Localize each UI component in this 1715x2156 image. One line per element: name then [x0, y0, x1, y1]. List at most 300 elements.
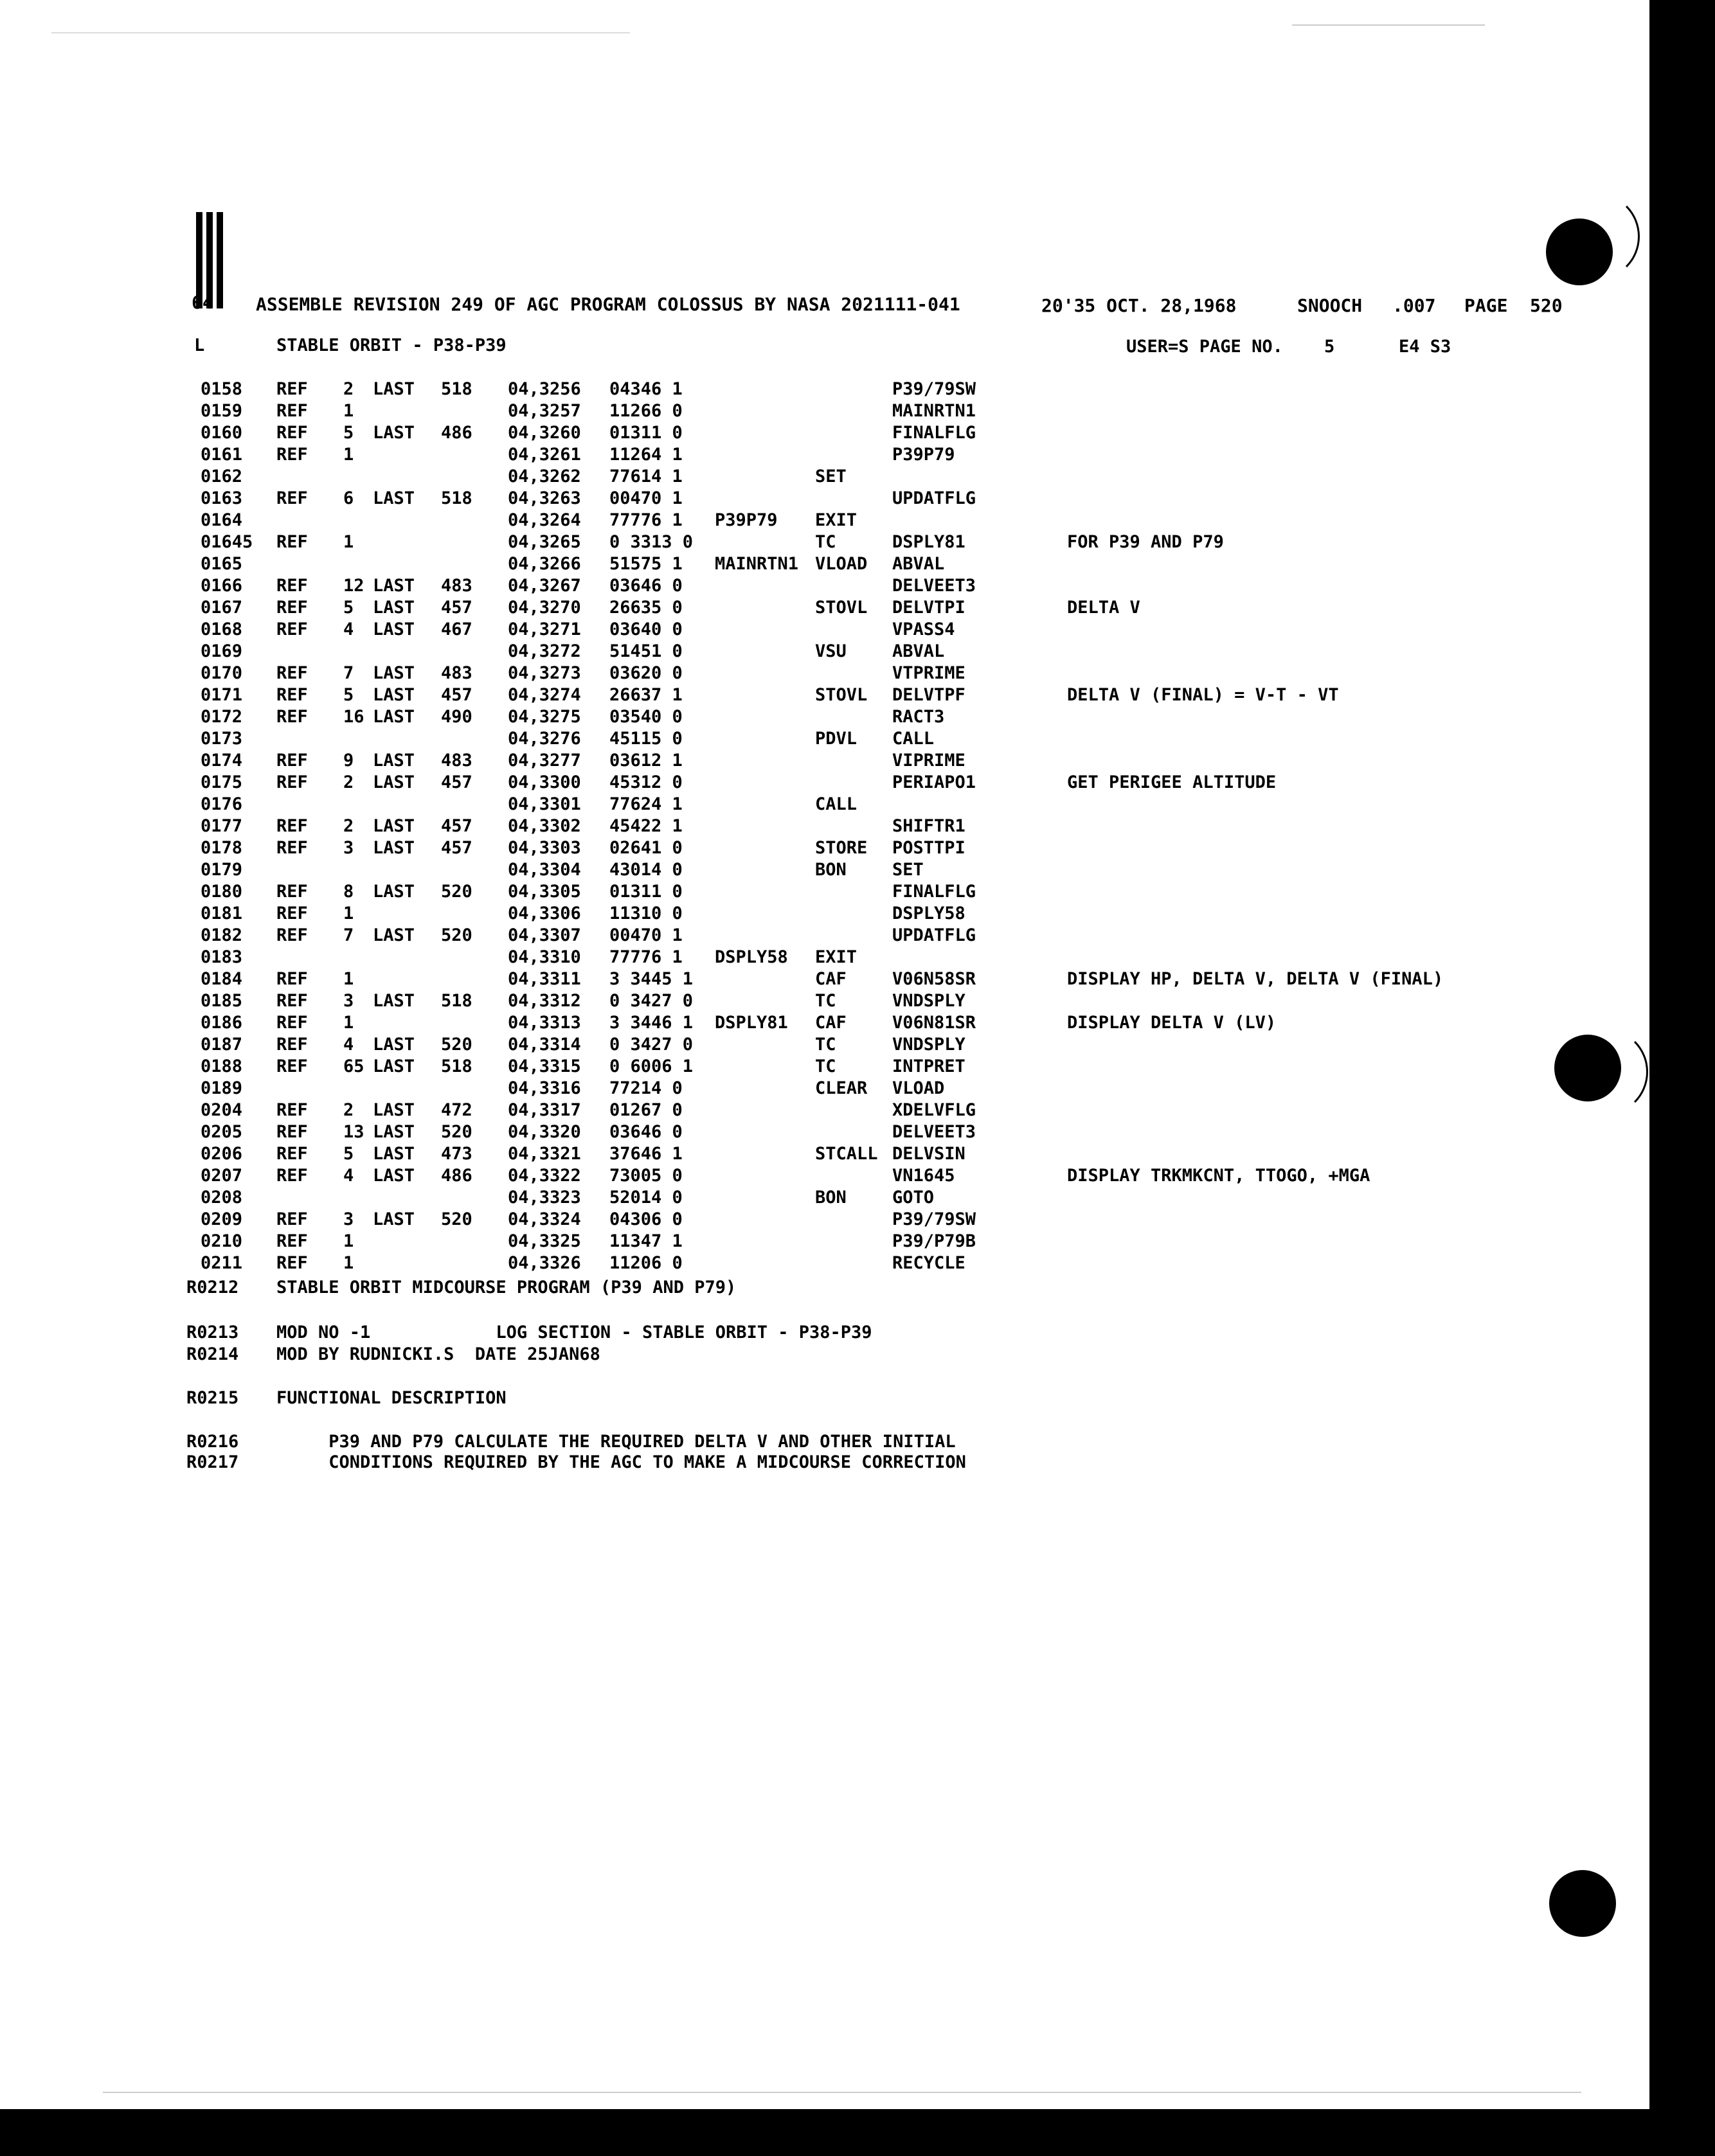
remark-id: R0214: [186, 1344, 239, 1364]
listing-row: [0, 1209, 1649, 1231]
operand: FINALFLG: [892, 423, 976, 443]
last-line: 486: [441, 423, 472, 443]
binder-hole-bottom: [1549, 1870, 1616, 1937]
octal-value: 11310 0: [609, 904, 683, 923]
operand: P39/79SW: [892, 379, 976, 399]
address: 04,3321: [508, 1144, 581, 1164]
last-line: 490: [441, 707, 472, 727]
address: 04,3307: [508, 925, 581, 945]
last-line: 483: [441, 751, 472, 771]
ref-keyword: REF: [276, 1013, 308, 1033]
sequence-number: 0171: [201, 685, 243, 705]
address: 04,3313: [508, 1013, 581, 1033]
listing-row: [0, 532, 1649, 554]
last-keyword: LAST: [373, 925, 415, 945]
address: 04,3276: [508, 729, 581, 749]
ref-count: 12: [343, 576, 364, 596]
operand: PERIAPO1: [892, 772, 976, 792]
sequence-number: 0204: [201, 1100, 243, 1120]
ref-keyword: REF: [276, 576, 308, 596]
ref-count: 65: [343, 1056, 364, 1076]
last-keyword: LAST: [373, 1056, 415, 1076]
address: 04,3264: [508, 510, 581, 530]
listing-row: [0, 772, 1649, 794]
listing-row: [0, 423, 1649, 445]
address: 04,3302: [508, 816, 581, 836]
operand: RECYCLE: [892, 1253, 965, 1273]
last-line: 457: [441, 598, 472, 618]
octal-value: 03540 0: [609, 707, 683, 727]
octal-value: 51575 1: [609, 554, 683, 574]
binder-hole-arc-top: [1552, 193, 1640, 280]
operand: DSPLY81: [892, 532, 965, 552]
last-keyword: LAST: [373, 488, 415, 508]
ref-keyword: REF: [276, 1122, 308, 1142]
user-page-label: USER=S PAGE NO.: [1126, 337, 1283, 357]
opcode: EXIT: [815, 947, 857, 967]
address: 04,3272: [508, 641, 581, 661]
ref-keyword: REF: [276, 882, 308, 902]
label: DSPLY58: [715, 947, 788, 967]
listing-row: [0, 1122, 1649, 1144]
comment: GET PERIGEE ALTITUDE: [1067, 772, 1277, 792]
assembly-timestamp: 20'35 OCT. 28,1968: [1041, 295, 1237, 316]
last-keyword: LAST: [373, 816, 415, 836]
label: P39P79: [715, 510, 778, 530]
address: 04,3266: [508, 554, 581, 574]
address: 04,3273: [508, 663, 581, 683]
sequence-number: 0170: [201, 663, 243, 683]
ref-count: 2: [343, 772, 354, 792]
subheader-marker: L: [194, 335, 205, 355]
section-title: STABLE ORBIT - P38-P39: [276, 335, 507, 355]
octal-value: 77776 1: [609, 947, 683, 967]
address: 04,3320: [508, 1122, 581, 1142]
ref-count: 8: [343, 882, 354, 902]
last-line: 486: [441, 1166, 472, 1186]
ref-count: 4: [343, 619, 354, 639]
opcode: TC: [815, 532, 836, 552]
address: 04,3261: [508, 445, 581, 465]
ref-count: 6: [343, 488, 354, 508]
ref-keyword: REF: [276, 488, 308, 508]
assembly-version: .007: [1392, 295, 1436, 316]
ref-count: 3: [343, 1209, 354, 1229]
ref-count: 1: [343, 445, 354, 465]
octal-value: 26635 0: [609, 598, 683, 618]
octal-value: 77776 1: [609, 510, 683, 530]
opcode: SET: [815, 467, 847, 486]
opcode: VLOAD: [815, 554, 868, 574]
address: 04,3304: [508, 860, 581, 880]
last-line: 520: [441, 1122, 472, 1142]
octal-value: 01311 0: [609, 423, 683, 443]
operand: VNDSPLY: [892, 1035, 965, 1055]
ref-keyword: REF: [276, 1035, 308, 1055]
remark-line: [0, 1323, 1649, 1344]
ref-count: 5: [343, 423, 354, 443]
last-keyword: LAST: [373, 1209, 415, 1229]
operand: V06N58SR: [892, 969, 976, 989]
sequence-number: 0180: [201, 882, 243, 902]
ref-keyword: REF: [276, 663, 308, 683]
ref-keyword: REF: [276, 532, 308, 552]
address: 04,3274: [508, 685, 581, 705]
comment: FOR P39 AND P79: [1067, 532, 1224, 552]
last-line: 520: [441, 1209, 472, 1229]
listing-row: [0, 619, 1649, 641]
listing-row: [0, 816, 1649, 838]
operand: SHIFTR1: [892, 816, 965, 836]
listing-row: [0, 969, 1649, 991]
ref-count: 1: [343, 904, 354, 923]
sequence-number: 0160: [201, 423, 243, 443]
sequence-number: 0165: [201, 554, 243, 574]
listing-row: [0, 1013, 1649, 1035]
ref-count: 1: [343, 1253, 354, 1273]
octal-value: 77624 1: [609, 794, 683, 814]
sequence-number: 0158: [201, 379, 243, 399]
remark-text: FUNCTIONAL DESCRIPTION: [276, 1388, 507, 1408]
page-number: 520: [1530, 295, 1563, 316]
opcode: TC: [815, 1056, 836, 1076]
address: 04,3323: [508, 1188, 581, 1207]
assembly-title: ASSEMBLE REVISION 249 OF AGC PROGRAM COLOSSUS BY NASA 2021111-041: [256, 294, 960, 315]
address: 04,3326: [508, 1253, 581, 1273]
ref-count: 1: [343, 1231, 354, 1251]
ref-count: 13: [343, 1122, 364, 1142]
user-page-number: 5: [1324, 337, 1335, 357]
sequence-number: 0183: [201, 947, 243, 967]
sequence-number: 0174: [201, 751, 243, 771]
last-keyword: LAST: [373, 1035, 415, 1055]
operand: VN1645: [892, 1166, 955, 1186]
remark-id: R0217: [186, 1452, 239, 1472]
octal-value: 02641 0: [609, 838, 683, 858]
listing-row: [0, 904, 1649, 925]
remark-text: MOD NO -1 LOG SECTION - STABLE ORBIT - P38-P39: [276, 1323, 872, 1342]
listing-row: [0, 1188, 1649, 1209]
sequence-number: 0186: [201, 1013, 243, 1033]
opcode: STCALL: [815, 1144, 878, 1164]
last-keyword: LAST: [373, 1144, 415, 1164]
operand: VTPRIME: [892, 663, 965, 683]
octal-value: 03620 0: [609, 663, 683, 683]
ref-count: 5: [343, 685, 354, 705]
last-line: 473: [441, 1144, 472, 1164]
last-line: 520: [441, 882, 472, 902]
address: 04,3275: [508, 707, 581, 727]
address: 04,3315: [508, 1056, 581, 1076]
listing-row: [0, 947, 1649, 969]
remark-line: [0, 1344, 1649, 1366]
listing-row: [0, 663, 1649, 685]
remark-line: [0, 1432, 1649, 1454]
address: 04,3310: [508, 947, 581, 967]
octal-value: 11206 0: [609, 1253, 683, 1273]
sequence-number: 0161: [201, 445, 243, 465]
octal-value: 45115 0: [609, 729, 683, 749]
operand: MAINRTN1: [892, 401, 976, 421]
sequence-number: 0162: [201, 467, 243, 486]
remark-id: R0216: [186, 1432, 239, 1452]
octal-value: 03646 0: [609, 1122, 683, 1142]
octal-value: 52014 0: [609, 1188, 683, 1207]
ref-count: 3: [343, 991, 354, 1011]
ref-keyword: REF: [276, 379, 308, 399]
octal-value: 01311 0: [609, 882, 683, 902]
octal-value: 00470 1: [609, 925, 683, 945]
listing-row: [0, 751, 1649, 772]
opcode: STORE: [815, 838, 868, 858]
address: 04,3324: [508, 1209, 581, 1229]
sequence-number: 0209: [201, 1209, 243, 1229]
ref-count: 4: [343, 1035, 354, 1055]
listing-row: [0, 707, 1649, 729]
operand: DELVTPI: [892, 598, 965, 618]
address: 04,3303: [508, 838, 581, 858]
code-mark: 64: [192, 292, 213, 313]
ref-count: 2: [343, 816, 354, 836]
address: 04,3271: [508, 619, 581, 639]
remark-line: [0, 1388, 1649, 1410]
opcode: PDVL: [815, 729, 857, 749]
remark-text: P39 AND P79 CALCULATE THE REQUIRED DELTA V AND OTHER INITIAL: [276, 1432, 956, 1452]
ref-count: 5: [343, 1144, 354, 1164]
operand: RACT3: [892, 707, 945, 727]
listing-row: [0, 467, 1649, 488]
octal-value: 03640 0: [609, 619, 683, 639]
sequence-number: 0159: [201, 401, 243, 421]
sequence-number: 0176: [201, 794, 243, 814]
opcode: VSU: [815, 641, 847, 661]
octal-value: 73005 0: [609, 1166, 683, 1186]
listing-row: [0, 882, 1649, 904]
address: 04,3316: [508, 1078, 581, 1098]
listing-row: [0, 1056, 1649, 1078]
operand: FINALFLG: [892, 882, 976, 902]
last-line: 520: [441, 925, 472, 945]
operand: DELVEET3: [892, 1122, 976, 1142]
operand: V06N81SR: [892, 1013, 976, 1033]
last-line: 467: [441, 619, 472, 639]
opcode: CAF: [815, 969, 847, 989]
assembly-user: SNOOCH: [1297, 295, 1363, 316]
sequence-number: 0164: [201, 510, 243, 530]
address: 04,3270: [508, 598, 581, 618]
listing-row: [0, 1100, 1649, 1122]
comment: DISPLAY DELTA V (LV): [1067, 1013, 1277, 1033]
listing-row: [0, 1078, 1649, 1100]
ref-keyword: REF: [276, 816, 308, 836]
opcode: CALL: [815, 794, 857, 814]
ref-keyword: REF: [276, 1253, 308, 1273]
remark-id: R0215: [186, 1388, 239, 1408]
listing-row: [0, 401, 1649, 423]
address: 04,3260: [508, 423, 581, 443]
listing-row: [0, 729, 1649, 751]
remark-line: [0, 1278, 1649, 1299]
sequence-number: 0188: [201, 1056, 243, 1076]
page-label: PAGE: [1464, 295, 1508, 316]
last-keyword: LAST: [373, 598, 415, 618]
last-line: 457: [441, 838, 472, 858]
address: 04,3317: [508, 1100, 581, 1120]
sequence-number: 0182: [201, 925, 243, 945]
remark-text: CONDITIONS REQUIRED BY THE AGC TO MAKE A MIDCOURSE CORRECTION: [276, 1452, 966, 1472]
octal-value: 03612 1: [609, 751, 683, 771]
address: 04,3306: [508, 904, 581, 923]
sequence-number: 0168: [201, 619, 243, 639]
opcode: BON: [815, 860, 847, 880]
comment: DELTA V (FINAL) = V-T - VT: [1067, 685, 1339, 705]
ref-keyword: REF: [276, 1144, 308, 1164]
label: DSPLY81: [715, 1013, 788, 1033]
listing-row: [0, 685, 1649, 707]
octal-value: 04346 1: [609, 379, 683, 399]
last-line: 457: [441, 816, 472, 836]
listing-row: [0, 925, 1649, 947]
ref-keyword: REF: [276, 401, 308, 421]
ref-keyword: REF: [276, 969, 308, 989]
octal-value: 0 3427 0: [609, 991, 694, 1011]
listing-row: [0, 838, 1649, 860]
ref-keyword: REF: [276, 1056, 308, 1076]
ref-count: 5: [343, 598, 354, 618]
ref-keyword: REF: [276, 925, 308, 945]
ref-count: 7: [343, 925, 354, 945]
last-line: 483: [441, 663, 472, 683]
octal-value: 11264 1: [609, 445, 683, 465]
operand: GOTO: [892, 1188, 935, 1207]
address: 04,3257: [508, 401, 581, 421]
last-keyword: LAST: [373, 707, 415, 727]
last-keyword: LAST: [373, 663, 415, 683]
address: 04,3301: [508, 794, 581, 814]
operand: XDELVFLG: [892, 1100, 976, 1120]
octal-value: 3 3445 1: [609, 969, 694, 989]
sequence-number: 0205: [201, 1122, 243, 1142]
octal-value: 0 6006 1: [609, 1056, 694, 1076]
remark-line: [0, 1452, 1649, 1474]
comment: DISPLAY HP, DELTA V, DELTA V (FINAL): [1067, 969, 1444, 989]
octal-value: 77214 0: [609, 1078, 683, 1098]
address: 04,3325: [508, 1231, 581, 1251]
listing-row: [0, 554, 1649, 576]
last-line: 518: [441, 379, 472, 399]
last-line: 518: [441, 488, 472, 508]
listing-row: [0, 1144, 1649, 1166]
operand: INTPRET: [892, 1056, 965, 1076]
sequence-number: 0206: [201, 1144, 243, 1164]
address: 04,3267: [508, 576, 581, 596]
comment: DISPLAY TRKMKCNT, TTOGO, +MGA: [1067, 1166, 1370, 1186]
last-keyword: LAST: [373, 882, 415, 902]
remark-text: STABLE ORBIT MIDCOURSE PROGRAM (P39 AND P79): [276, 1278, 737, 1297]
opcode: CLEAR: [815, 1078, 868, 1098]
last-line: 520: [441, 1035, 472, 1055]
listing-row: [0, 1253, 1649, 1275]
sequence-number: 0166: [201, 576, 243, 596]
listing-row: [0, 794, 1649, 816]
last-line: 518: [441, 991, 472, 1011]
operand: DSPLY58: [892, 904, 965, 923]
ref-keyword: REF: [276, 707, 308, 727]
octal-value: 37646 1: [609, 1144, 683, 1164]
label: MAINRTN1: [715, 554, 799, 574]
ref-count: 3: [343, 838, 354, 858]
ref-count: 9: [343, 751, 354, 771]
sequence-number: 0172: [201, 707, 243, 727]
ref-keyword: REF: [276, 1166, 308, 1186]
last-keyword: LAST: [373, 1100, 415, 1120]
listing-row: [0, 1166, 1649, 1188]
octal-value: 45312 0: [609, 772, 683, 792]
listing-row: [0, 860, 1649, 882]
opcode: TC: [815, 991, 836, 1011]
listing-row: [0, 445, 1649, 467]
operand: P39/P79B: [892, 1231, 976, 1251]
operand: VLOAD: [892, 1078, 945, 1098]
ref-count: 1: [343, 532, 354, 552]
address: 04,3311: [508, 969, 581, 989]
listing-row: [0, 1231, 1649, 1253]
address: 04,3314: [508, 1035, 581, 1055]
opcode: STOVL: [815, 598, 868, 618]
last-line: 457: [441, 772, 472, 792]
ref-count: 1: [343, 1013, 354, 1033]
octal-value: 11266 0: [609, 401, 683, 421]
last-line: 472: [441, 1100, 472, 1120]
sequence-number: 0187: [201, 1035, 243, 1055]
listing-row: [0, 379, 1649, 401]
operand: CALL: [892, 729, 935, 749]
address: 04,3265: [508, 532, 581, 552]
ref-count: 1: [343, 401, 354, 421]
opcode: CAF: [815, 1013, 847, 1033]
ref-keyword: REF: [276, 991, 308, 1011]
sequence-number: 0177: [201, 816, 243, 836]
remark-id: R0213: [186, 1323, 239, 1342]
octal-value: 11347 1: [609, 1231, 683, 1251]
sequence-number: 0211: [201, 1253, 243, 1273]
address: 04,3300: [508, 772, 581, 792]
ref-code: E4 S3: [1399, 337, 1451, 357]
ref-count: 2: [343, 379, 354, 399]
ref-keyword: REF: [276, 685, 308, 705]
last-keyword: LAST: [373, 685, 415, 705]
listing-row: [0, 598, 1649, 619]
sequence-number: 0181: [201, 904, 243, 923]
ref-keyword: REF: [276, 598, 308, 618]
remark-id: R0212: [186, 1278, 239, 1297]
octal-value: 51451 0: [609, 641, 683, 661]
last-keyword: LAST: [373, 1166, 415, 1186]
opcode: TC: [815, 1035, 836, 1055]
octal-value: 03646 0: [609, 576, 683, 596]
sequence-number: 0184: [201, 969, 243, 989]
last-line: 518: [441, 1056, 472, 1076]
last-keyword: LAST: [373, 619, 415, 639]
comment: DELTA V: [1067, 598, 1140, 618]
sequence-number: 0208: [201, 1188, 243, 1207]
octal-value: 04306 0: [609, 1209, 683, 1229]
last-keyword: LAST: [373, 1122, 415, 1142]
operand: VIPRIME: [892, 751, 965, 771]
sequence-number: 0167: [201, 598, 243, 618]
listing-row: [0, 488, 1649, 510]
last-line: 483: [441, 576, 472, 596]
